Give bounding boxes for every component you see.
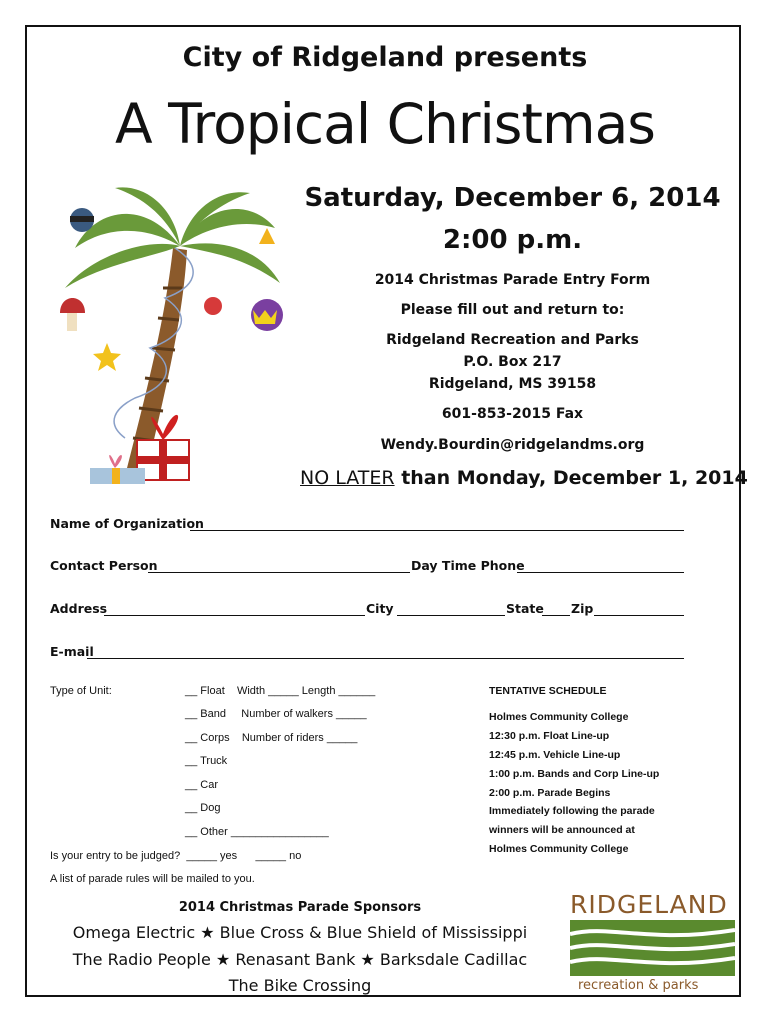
- logo-subtitle: recreation & parks: [578, 978, 699, 993]
- email-label: E-mail: [50, 644, 94, 659]
- return-city: Ridgeland, MS 39158: [428, 376, 597, 392]
- sponsors-line: The Radio People ★ Renasant Bank ★ Barksdale Cadillac: [72, 950, 528, 969]
- state-label: State: [506, 601, 544, 616]
- unit-option-corps[interactable]: __ Corps Number of riders _____: [185, 732, 358, 744]
- return-box: P.O. Box 217: [463, 354, 562, 370]
- form-title: 2014 Christmas Parade Entry Form: [374, 272, 651, 288]
- return-instruction: Please fill out and return to:: [400, 302, 625, 318]
- phone-field[interactable]: [517, 572, 684, 573]
- deadline-date: than Monday, December 1, 2014: [394, 467, 748, 489]
- schedule-heading: TENTATIVE SCHEDULE: [489, 685, 607, 697]
- schedule-item: winners will be announced at: [489, 824, 635, 836]
- address-label: Address: [50, 601, 108, 616]
- schedule-item: Holmes Community College: [489, 843, 629, 855]
- unit-type-label: Type of Unit:: [50, 685, 112, 697]
- organization-field[interactable]: [190, 530, 684, 531]
- logo-name: RIDGELAND: [570, 890, 728, 919]
- ridgeland-logo-waves: [570, 920, 735, 976]
- schedule-item: 2:00 p.m. Parade Begins: [489, 787, 611, 799]
- contact-email: Wendy.Bourdin@ridgelandms.org: [380, 437, 645, 453]
- unit-option-band[interactable]: __ Band Number of walkers _____: [185, 708, 367, 720]
- fax-number: 601-853-2015 Fax: [441, 406, 584, 422]
- palm-tree-illustration: [55, 178, 290, 488]
- schedule-item: Immediately following the parade: [489, 805, 655, 817]
- unit-option-car[interactable]: __ Car: [185, 779, 219, 791]
- sponsors-line: The Bike Crossing: [228, 976, 372, 995]
- unit-option-truck[interactable]: __ Truck: [185, 755, 228, 767]
- rules-note: A list of parade rules will be mailed to you.: [50, 873, 255, 885]
- zip-field[interactable]: [594, 615, 684, 616]
- city-field[interactable]: [397, 615, 505, 616]
- event-title: A Tropical Christmas: [115, 92, 655, 156]
- unit-option-float[interactable]: __ Float Width _____ Length ______: [185, 685, 376, 697]
- sponsors-line: Omega Electric ★ Blue Cross & Blue Shield of Mississippi: [72, 923, 528, 942]
- unit-option-other[interactable]: __ Other ________________: [185, 826, 329, 838]
- presents-heading: City of Ridgeland presents: [182, 42, 588, 73]
- return-org: Ridgeland Recreation and Parks: [386, 332, 639, 348]
- contact-person-field[interactable]: [148, 572, 410, 573]
- unit-option-dog[interactable]: __ Dog: [185, 802, 221, 814]
- address-field[interactable]: [104, 615, 365, 616]
- organization-label: Name of Organization: [50, 516, 204, 531]
- event-time: 2:00 p.m.: [442, 225, 583, 255]
- phone-label: Day Time Phone: [411, 558, 525, 573]
- state-field[interactable]: [542, 615, 570, 616]
- email-field[interactable]: [87, 658, 684, 659]
- schedule-item: 12:30 p.m. Float Line-up: [489, 730, 610, 742]
- contact-person-label: Contact Person: [50, 558, 158, 573]
- schedule-item: 1:00 p.m. Bands and Corp Line-up: [489, 768, 660, 780]
- deadline: [300, 467, 748, 489]
- schedule-item: 12:45 p.m. Vehicle Line-up: [489, 749, 621, 761]
- zip-label: Zip: [571, 601, 594, 616]
- judged-question[interactable]: Is your entry to be judged? _____ yes _____ no: [50, 850, 302, 862]
- schedule-item: Holmes Community College: [489, 711, 629, 723]
- sponsors-heading: 2014 Christmas Parade Sponsors: [178, 900, 422, 915]
- event-date: Saturday, December 6, 2014: [304, 183, 721, 213]
- city-label: City: [366, 601, 394, 616]
- deadline-emphasis: NO LATER: [300, 467, 395, 489]
